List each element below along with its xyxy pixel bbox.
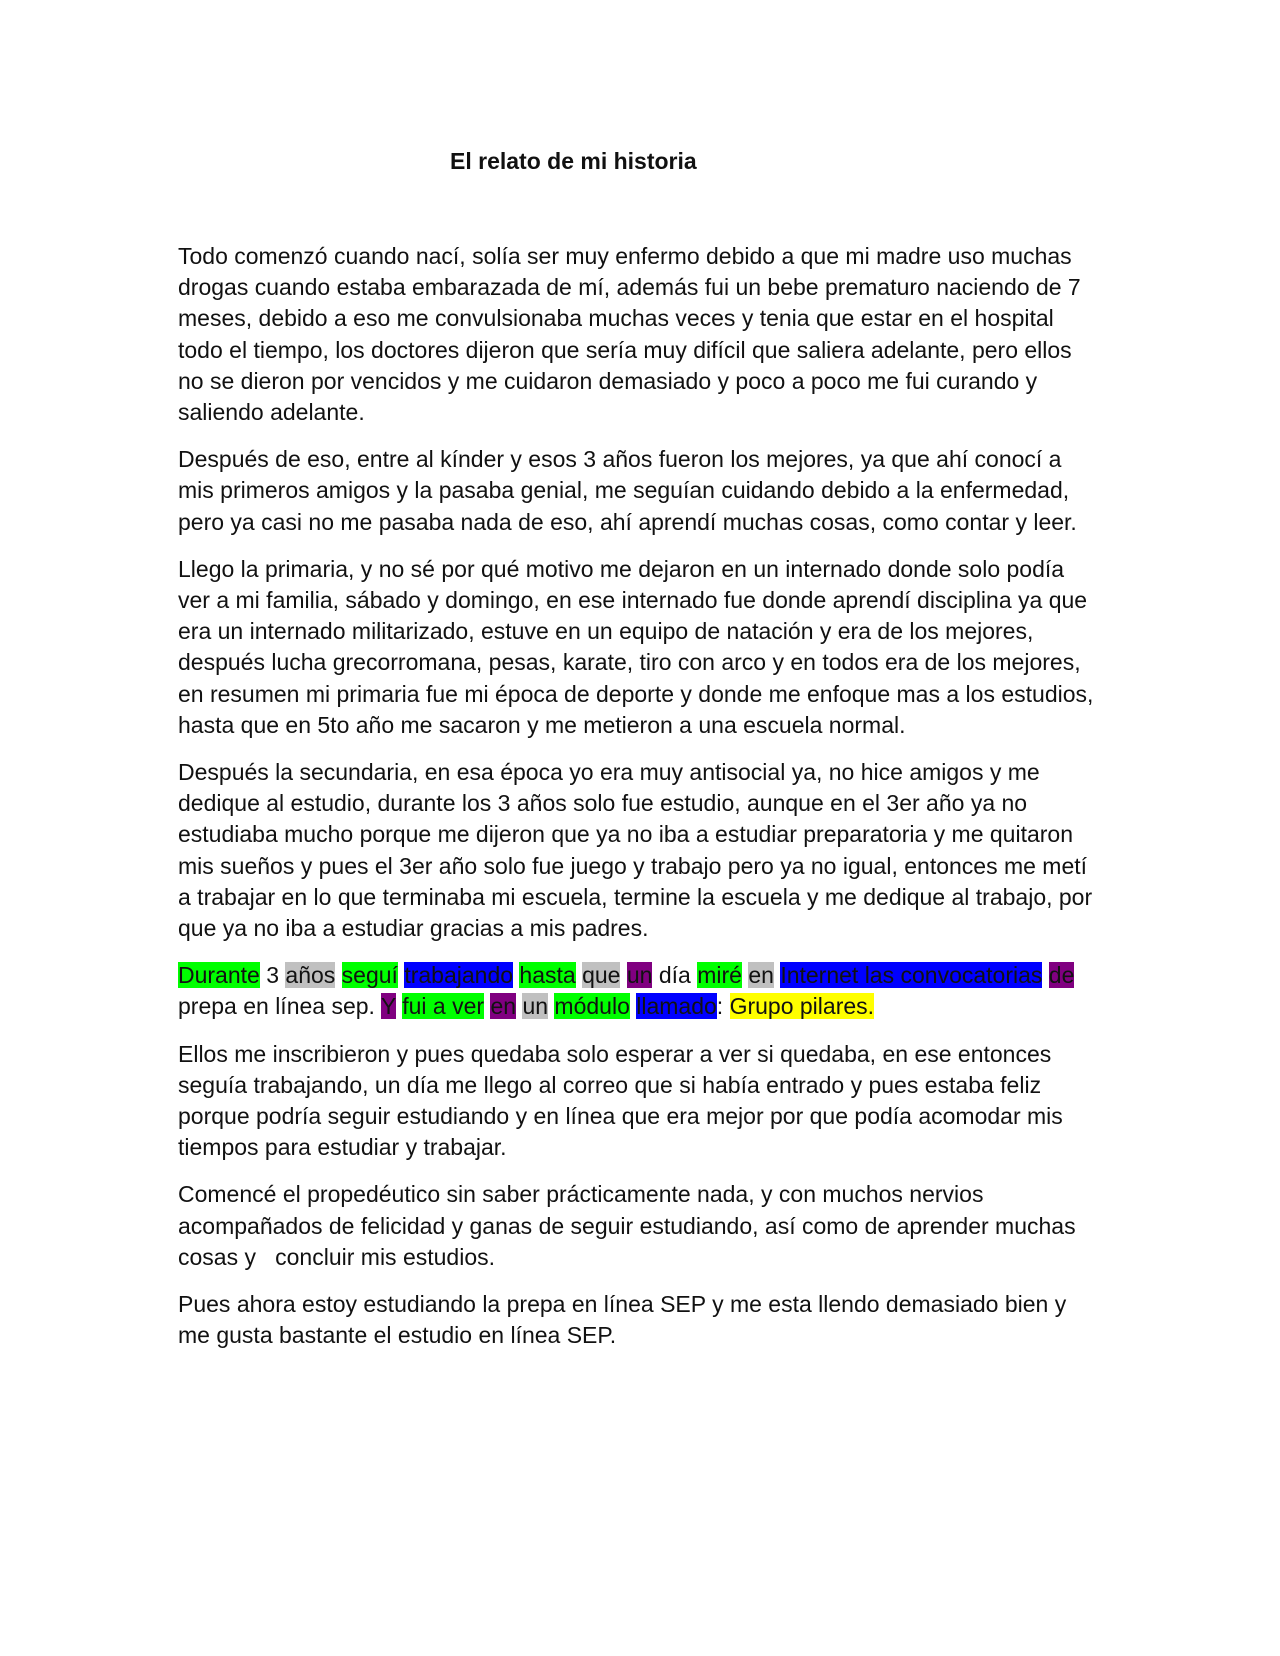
plain-text-segment: prepa en línea sep. bbox=[178, 993, 381, 1020]
highlighted-word: Y bbox=[380, 993, 396, 1020]
paragraph-propedeutico: Comencé el propedéutico sin saber prácticamente nada, y con muchos nervios acompañados de felicidad y ganas de seguir estudiando, así como de aprender muchas cosas y concluir mis estudios. bbox=[178, 1181, 1082, 1270]
document-title: El relato de mi historia bbox=[450, 148, 697, 174]
highlighted-word: Grupo pilares. bbox=[729, 993, 875, 1020]
paragraph-secundaria: Después la secundaria, en esa época yo era muy antisocial ya, no hice amigos y me dedique al estudio, durante los 3 años solo fue estudio, aunque en el 3er año ya no estudiaba mucho porque me dijeron que ya no iba a estudiar preparatoria y me quitaron mis sueños y pues el 3er año solo fue juego y trabajo pero ya no igual, entonces me metí a trabajar en lo que terminaba mi escuela, termine la escuela y me dedique al trabajo, por que ya no iba a estudiar gracias a mis padres. bbox=[178, 759, 1093, 942]
plain-text-segment: 3 bbox=[259, 962, 286, 989]
highlighted-word: seguí bbox=[341, 962, 398, 989]
highlighted-word: miré bbox=[697, 962, 742, 989]
plain-text-segment: : bbox=[716, 993, 730, 1020]
paragraph-highlighted bbox=[178, 960, 1098, 1022]
paragraph-inscripcion: Ellos me inscribieron y pues quedaba solo esperar a ver si quedaba, en ese entonces seguía trabajando, un día me llego al correo que si había entrado y pues estaba feliz porque podría seguir estudiando y en línea que era mejor por que podía acomodar mis tiempos para estudiar y trabajar. bbox=[178, 1040, 1063, 1161]
highlighted-word: en bbox=[748, 962, 774, 989]
highlighted-word: trabajando bbox=[404, 962, 514, 989]
paragraph-kinder: Después de eso, entre al kínder y esos 3 años fueron los mejores, ya que ahí conocí a mis primeros amigos y la pasaba genial, me seguían cuidando debido a la enfermedad, pero ya casi no me pasaba nada de eso, ahí aprendí muchas cosas, como contar y leer. bbox=[178, 446, 1077, 535]
highlighted-word: Durante bbox=[178, 962, 260, 989]
highlighted-word: años bbox=[285, 962, 336, 989]
highlighted-word: módulo bbox=[554, 993, 630, 1020]
paragraph-ahora: Pues ahora estoy estudiando la prepa en línea SEP y me esta llendo demasiado bien y me gusta bastante el estudio en línea SEP. bbox=[178, 1291, 1067, 1349]
highlighted-word: en bbox=[490, 993, 517, 1020]
plain-text-segment: día bbox=[652, 962, 698, 989]
plain-text-segment bbox=[1042, 962, 1048, 988]
highlighted-word: Internet las convocatorias bbox=[780, 962, 1043, 989]
highlighted-word: hasta bbox=[519, 962, 576, 989]
plain-text-segment bbox=[620, 962, 626, 988]
paragraph-primaria: Llego la primaria, y no sé por qué motivo me dejaron en un internado donde solo podía ver a mi familia, sábado y domingo, en ese internado fue donde aprendí disciplina ya que era un internado militarizado, estuve en un equipo de natación y era de los mejores, después lucha grecorromana, pesas, karate, tiro con arco y en todos era de los mejores, en resumen mi primaria fue mi época de deporte y donde me enfoque mas a los estudios, hasta que en 5to año me sacaron y me metieron a una escuela normal. bbox=[178, 555, 1094, 738]
paragraph-birth: Todo comenzó cuando nací, solía ser muy enfermo debido a que mi madre uso muchas drogas cuando estaba embarazada de mí, además fui un bebe prematuro naciendo de 7 meses, debido a eso me convulsionaba muchas veces y tenia que estar en el hospital todo el tiempo, los doctores dijeron que sería muy difícil que saliera adelante, pero ellos no se dieron por vencidos y me cuidaron demasiado y poco a poco me fui curando y saliendo adelante. bbox=[178, 243, 1081, 426]
highlighted-word: un bbox=[522, 993, 549, 1020]
highlighted-word: que bbox=[582, 962, 621, 989]
plain-text-segment bbox=[335, 962, 341, 988]
highlighted-word: llamado bbox=[636, 993, 717, 1020]
highlighted-word: fui a ver bbox=[402, 993, 485, 1020]
highlighted-word: un bbox=[626, 962, 653, 989]
highlighted-word: de bbox=[1048, 962, 1075, 989]
document-body bbox=[178, 241, 1098, 1368]
